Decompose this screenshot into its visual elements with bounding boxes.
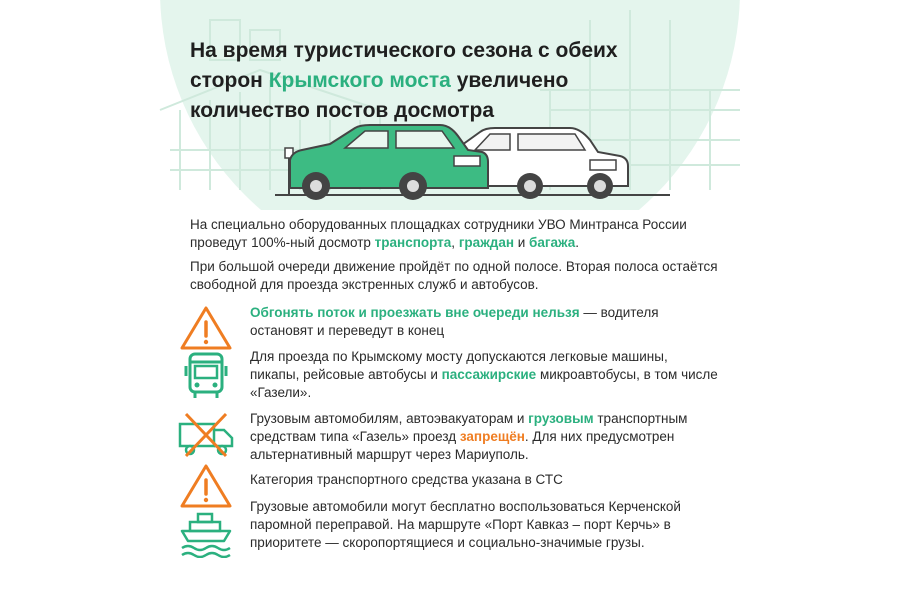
intro-p1-highlight-citizens: граждан [458, 235, 514, 250]
intro-paragraph-2: При большой очереди движение пройдёт по одной полосе. Вторая полоса остаётся свободной для проезда экстренных служб и автобусов. [190, 259, 718, 292]
title-accent-bridge: Крымского моста [268, 69, 451, 92]
item-body-post: . Для них предусмотрен альтернативный маршрут через Мариуполь. [250, 429, 675, 462]
item-body-pre: Грузовым автомобилям, автоэвакуаторам и [250, 411, 529, 426]
item-body-post: микроавтобусы, в том числе «Газели». [250, 367, 718, 400]
item-warning-word: запрещён [459, 429, 525, 444]
info-item-ferry [178, 499, 738, 568]
intro-p1-sep1: , [451, 235, 459, 250]
intro-paragraph-1 [190, 216, 730, 252]
no-truck-icon [178, 410, 234, 460]
item-body-mid: транспортным средствам типа «Газель» проезд [250, 411, 688, 444]
item-text [250, 348, 720, 402]
intro-p1-text: На специально оборудованных площадках сотрудники УВО Минтранса России проведут 100%-ный досмотр [190, 217, 687, 250]
item-text [250, 304, 720, 340]
warning-icon [178, 460, 234, 510]
item-highlight: грузовым [528, 411, 594, 426]
bus-icon [178, 350, 234, 400]
item-highlight: пассажирские [441, 367, 537, 382]
intro-p1-highlight-baggage: багажа [529, 235, 576, 250]
title-line-2-pre: сторон [190, 69, 269, 92]
ferry-icon [178, 508, 234, 558]
warning-icon [178, 302, 234, 352]
item-body-pre: Для проезда по Крымскому мосту допускаются легковые машины, пикапы, рейсовые автобусы и [250, 349, 668, 382]
item-highlight: Обгонять поток и проезжать вне очереди нельзя [250, 305, 580, 320]
item-text: Грузовые автомобили могут бесплатно воспользоваться Керченской паромной переправой. На маршруте «Порт Кавказ – порт Керчь» в приоритете — скоропортящиеся и социально-значимые грузы. [250, 499, 681, 550]
item-body: — водителя остановят и переведут в конец [250, 305, 659, 338]
page-title [190, 36, 710, 126]
intro-p1-sep2: и [514, 235, 530, 250]
intro-p1-highlight-transport: транспорта [374, 235, 452, 250]
title-line-2-post: увеличено [450, 69, 569, 92]
title-line-1: На время туристического сезона с обеих [190, 39, 618, 62]
intro-p1-end: . [575, 235, 580, 250]
item-text [250, 410, 720, 464]
item-text: Категория транспортного средства указана в СТС [250, 472, 563, 487]
title-line-3: количество постов досмотра [190, 99, 495, 122]
info-item-allowed-vehicles [178, 350, 738, 410]
